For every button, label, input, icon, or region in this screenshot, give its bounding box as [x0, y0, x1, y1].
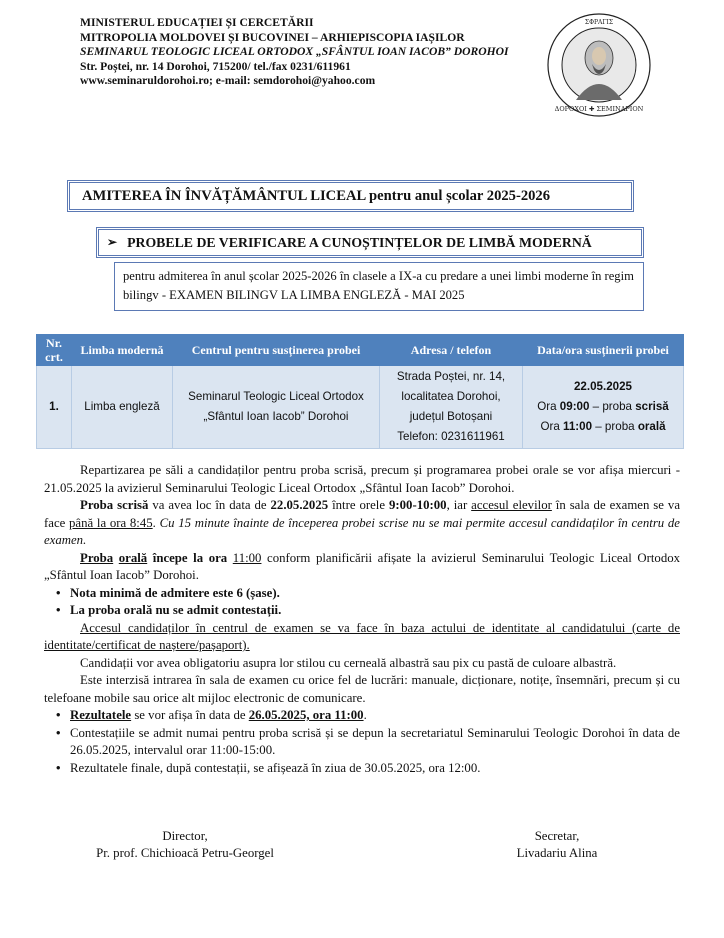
col-header-center: Centrul pentru susținerea probei [173, 335, 380, 366]
bullet-final-results: • Rezultatele finale, după contestații, se afișează în ziua de 30.05.2025, ora 12:00. [44, 760, 680, 778]
ministry-name: MINISTERUL EDUCAȚIEI ȘI CERCETĂRII [80, 16, 314, 29]
intro-text: pentru admiterea în anul școlar 2025-2026 în clasele a IX-a cu predare a unei limbi moderne în regim bilingv - EXAMEN BILINGV LA LIMBA ENGLEZĂ - MAI 2025 [114, 262, 644, 311]
school-seal-logo [546, 12, 652, 118]
announcement-body [44, 462, 680, 777]
exam-table [36, 334, 684, 449]
cell-nr: 1. [37, 366, 72, 449]
svg-text:ΔΟΡΟΧΟΙ ✚ ΣΕΜΙΝΑΡΙΟΝ: ΔΟΡΟΧΟΙ ✚ ΣΕΜΙΝΑΡΙΟΝ [554, 105, 644, 113]
svg-text:ΣΦΡΑΓΙΣ: ΣΦΡΑΓΙΣ [584, 19, 614, 26]
director-signature: Director, Pr. prof. Chichioacă Petru-Georgel [96, 829, 274, 860]
cell-center: Seminarul Teologic Liceal Ortodox „Sfântul Ioan Iacob” Dorohoi [173, 366, 380, 449]
bullet-results: • Rezultatele se vor afișa în data de 26.05.2025, ora 11:00. [44, 707, 680, 725]
table-row [37, 366, 684, 449]
bullet-no-appeals-oral: • La proba orală nu se admit contestații. [44, 602, 680, 620]
paragraph-written-exam: Proba scrisă va avea loc în data de 22.05.2025 între orele 9:00-10:00, iar accesul elevilor în sala de examen se va face până la ora 8:45. Cu 15 minute înainte de începerea probei scrise nu se mai permite accesul candidaților în centru de examen. [44, 498, 680, 547]
school-address: Str. Poștei, nr. 14 Dorohoi, 715200/ tel./fax 0231/611961 [80, 59, 351, 73]
col-header-address: Adresa / telefon [380, 335, 523, 366]
table-header-row [37, 335, 684, 366]
secretary-signature: Secretar, Livadariu Alina [516, 829, 598, 860]
col-header-date: Data/ora susținerii probei [523, 335, 684, 366]
school-contact: www.seminaruldorohoi.ro; e-mail: semdorohoi@yahoo.com [80, 74, 376, 88]
cell-language: Limba engleză [72, 366, 173, 449]
paragraph-oral-exam: Proba orală începe la ora 11:00 conform planificării afișate la avizierul Seminarului Teologic Liceal Ortodox „Sfântul Ioan Iacob” Dorohoi. [44, 550, 681, 582]
metropolis-name: MITROPOLIA MOLDOVEI ȘI BUCOVINEI – ARHIEPISCOPIA IAȘILOR [80, 30, 465, 44]
cell-address: Strada Poștei, nr. 14, localitatea Dorohoi, județul Botoșani Telefon: 0231611961 [380, 366, 523, 449]
arrow-bullet-icon: ➢ [107, 235, 118, 249]
col-header-nr: Nr. crt. [37, 335, 72, 366]
letterhead [80, 16, 509, 89]
paragraph-id-access: Accesul candidaților în centrul de examen se va face în baza actului de identitate al candidatului (carte de identitate/certificat de naștere/pașaport). [44, 620, 680, 652]
page-title: AMITEREA ÎN ÎNVĂȚĂMÂNTUL LICEAL pentru anul școlar 2025-2026 [67, 180, 634, 212]
section-title [96, 227, 644, 258]
cell-date-time: 22.05.2025 Ora 09:00 – proba scrisă Ora 11:00 – proba orală [523, 366, 684, 449]
paragraph-room-allocation: Repartizarea pe săli a candidaților pentru proba scrisă, precum și programarea probei orale se vor afișa miercuri - 21.05.2025 la avizierul Seminarului Teologic Liceal Ortodox „Sfântul Ioan Iacob” Dorohoi. [44, 463, 680, 495]
paragraph-forbidden-items: Este interzisă intrarea în sala de examen cu orice fel de lucrări: manuale, dicționare, notițe, însemnări, precum și cu telefoane mobile sau orice alt mijloc electronic de comunicare. [44, 673, 680, 705]
paragraph-pen: Candidații vor avea obligatoriu asupra lor stilou cu cerneală albastră sau pix cu pastă de culoare albastră. [80, 655, 617, 670]
bullet-appeals: • Contestațiile se admit numai pentru proba scrisă și se depun la secretariatul Seminarului Teologic Dorohoi în data de 26.05.2025, intervalul orar 11:00-15:00. [44, 725, 680, 760]
section-title-text: PROBELE DE VERIFICARE A CUNOȘTINȚELOR DE LIMBĂ MODERNĂ [127, 234, 592, 250]
col-header-language: Limba modernă [72, 335, 173, 366]
school-name: SEMINARUL TEOLOGIC LICEAL ORTODOX „SFÂNTUL IOAN IACOB” DOROHOI [80, 45, 509, 59]
bullet-min-grade: • Nota minimă de admitere este 6 (șase). [44, 585, 680, 603]
